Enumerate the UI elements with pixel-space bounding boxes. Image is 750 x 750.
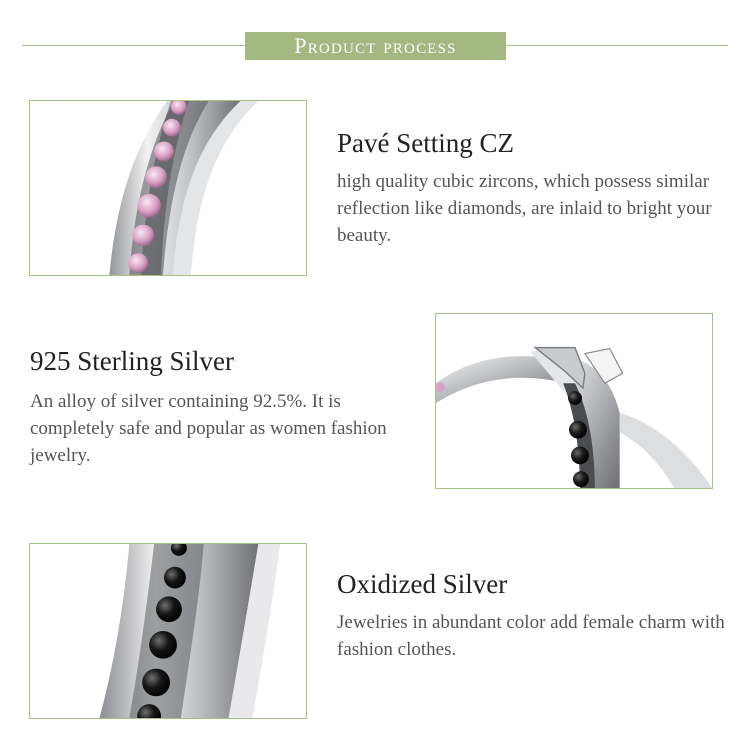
section-header-title: Product process <box>294 33 457 58</box>
pave-setting-title: Pavé Setting CZ <box>337 128 514 158</box>
oxidized-silver-photo <box>29 543 307 719</box>
section-header-banner <box>245 32 506 60</box>
hoop-hinge-illustration <box>436 314 712 488</box>
pave-setting-photo <box>29 100 307 276</box>
oxidized-silver-title: Oxidized Silver <box>337 569 508 599</box>
sterling-silver-title: 925 Sterling Silver <box>30 346 234 376</box>
pave-setting-description: high quality cubic zircons, which possess similar reflection like diamonds, are inlaid to bright your beauty. <box>337 171 712 246</box>
sterling-silver-photo <box>435 313 713 489</box>
sterling-silver-description: An alloy of silver containing 92.5%. It is completely safe and popular as women fashion jewelry. <box>30 391 387 466</box>
pave-ring-illustration <box>30 101 306 275</box>
oxidized-band-illustration <box>30 544 306 718</box>
oxidized-silver-description: Jewelries in abundant color add female charm with fashion clothes. <box>337 612 725 660</box>
